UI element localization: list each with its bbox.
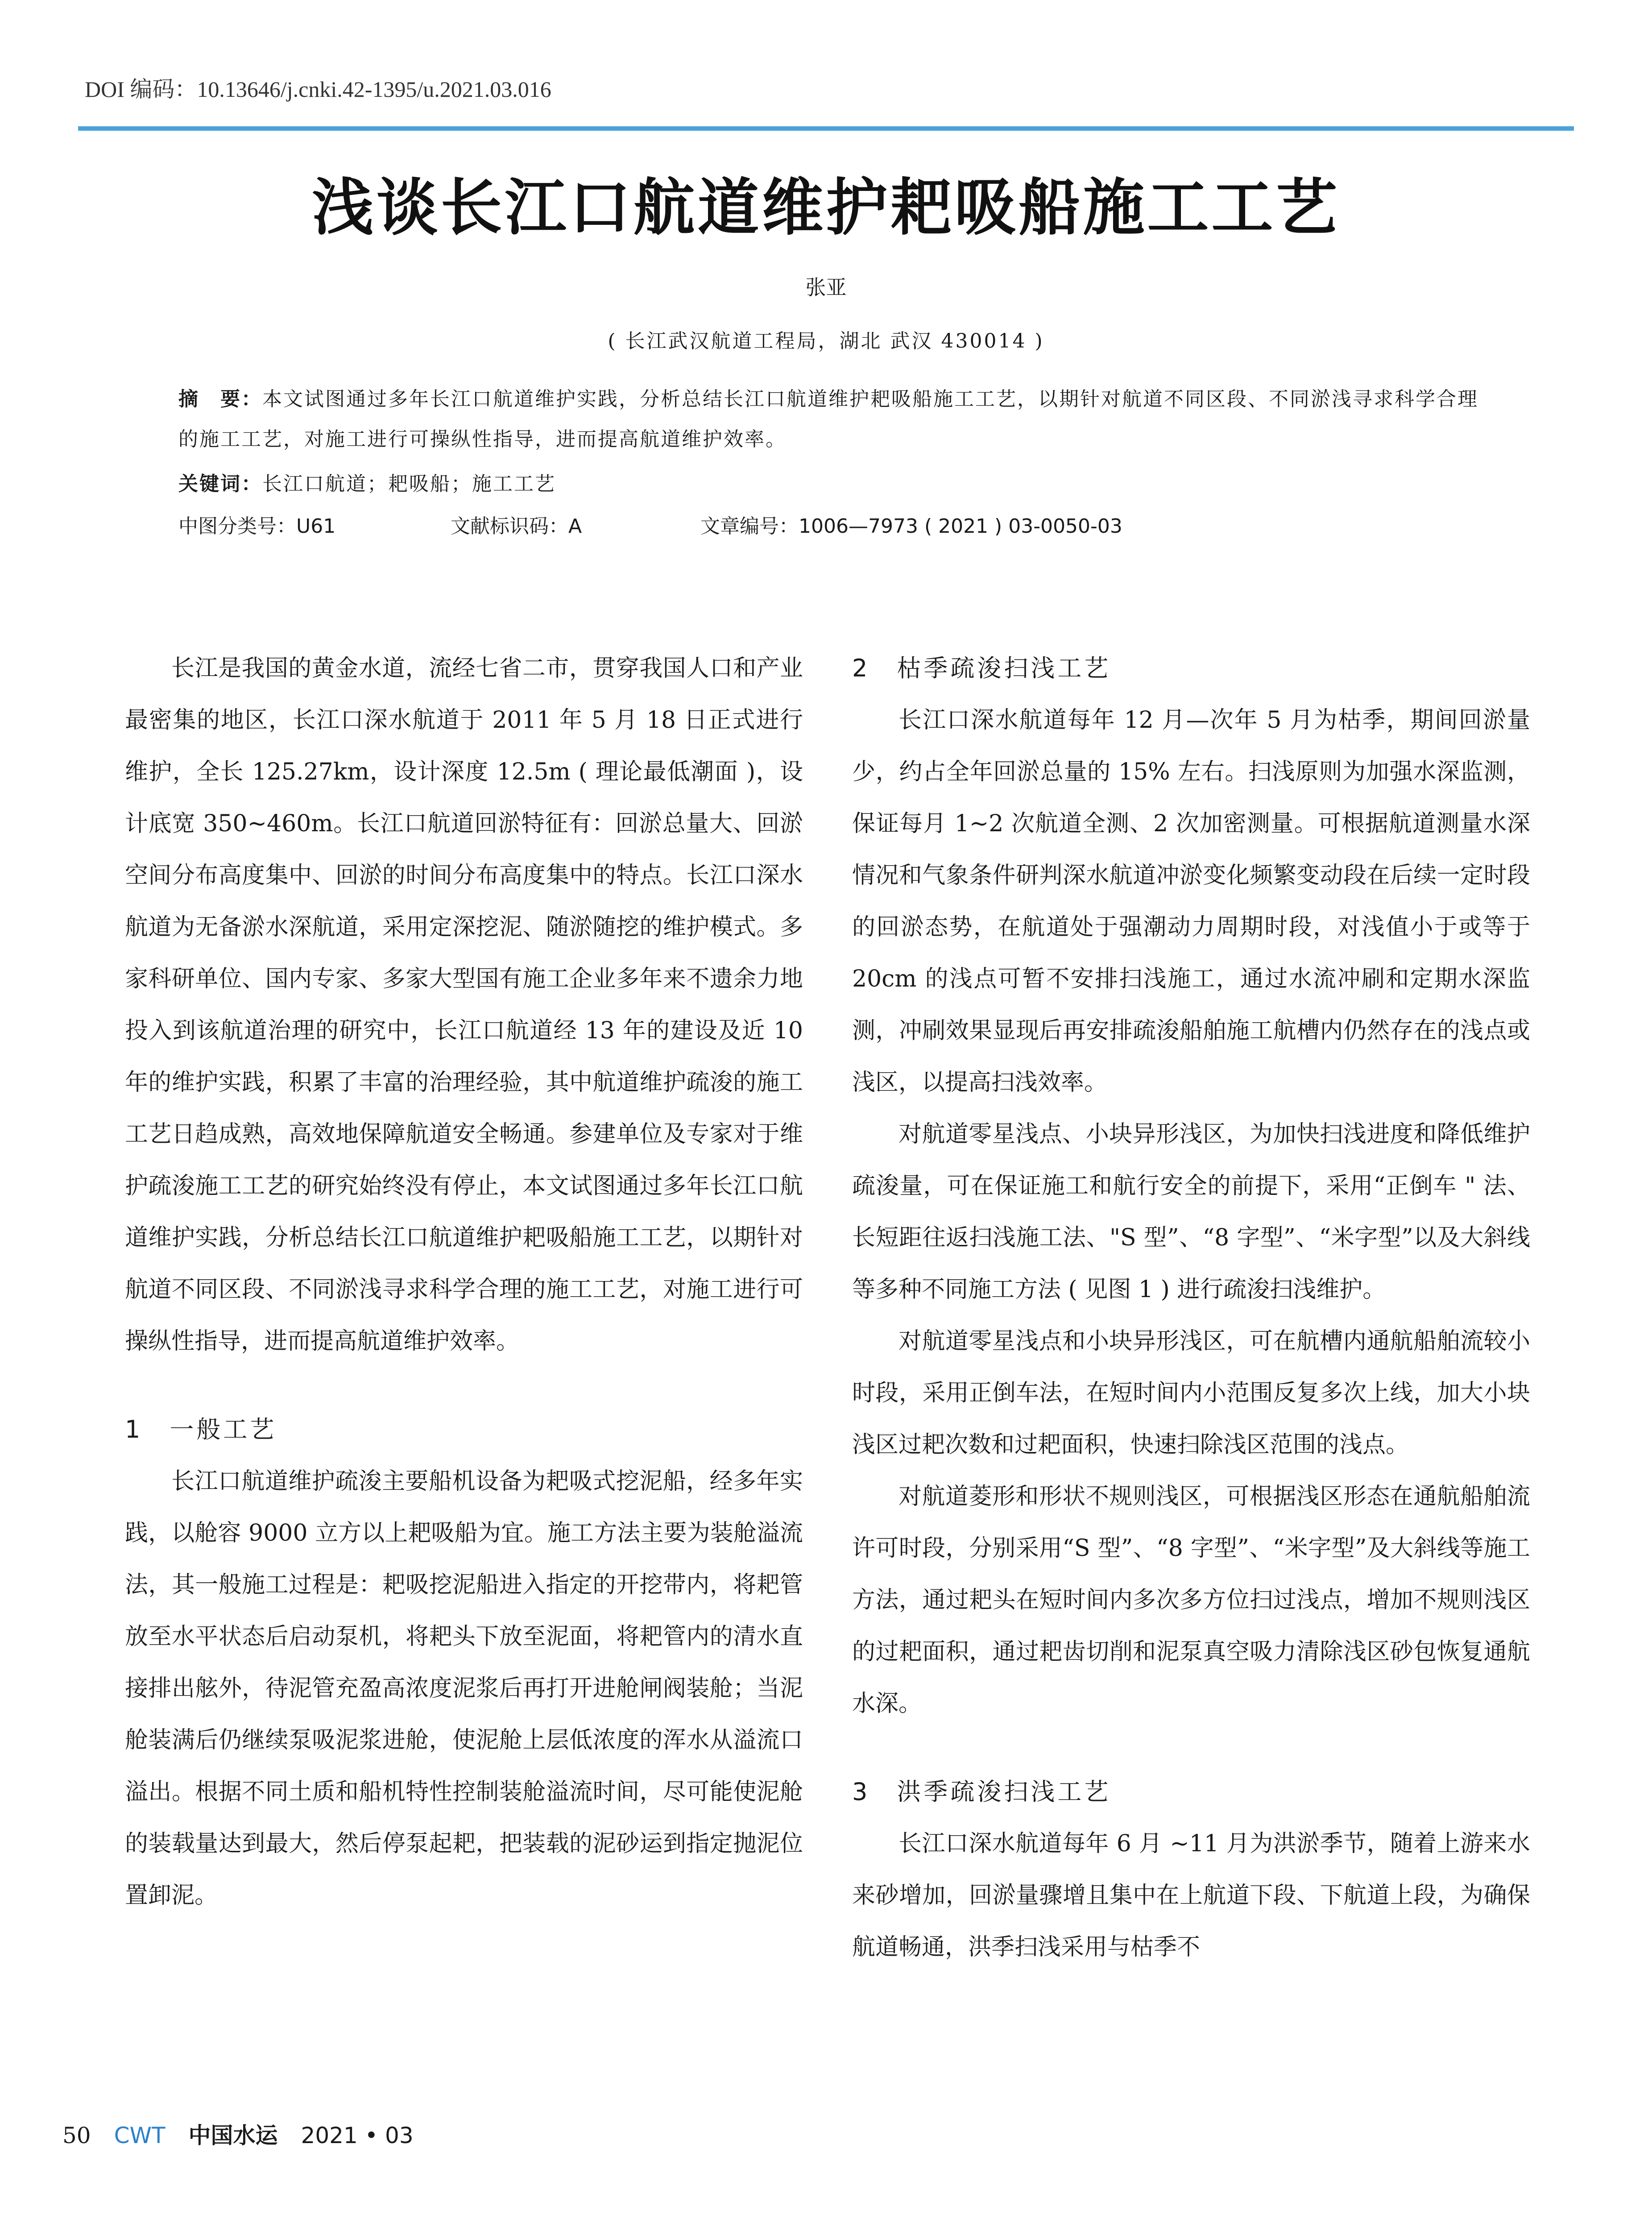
- section-1-heading: 1 一般工艺: [125, 1415, 277, 1443]
- doi-line: DOI 编码：10.13646/j.cnki.42-1395/u.2021.03.016: [85, 77, 551, 102]
- journal-name: 中国水运: [188, 2123, 278, 2148]
- document-code: 文献标识码：A: [451, 515, 582, 538]
- brand-logo-text: CWT: [114, 2123, 166, 2148]
- clc-number: 中图分类号：U61: [178, 515, 336, 538]
- section-3-heading: 3 洪季疏浚扫浅工艺: [852, 1778, 1111, 1806]
- author-name: 张亚: [805, 275, 847, 299]
- right-column: [852, 643, 1530, 1973]
- section-1-paragraph: 长江口航道维护疏浚主要船机设备为耙吸式挖泥船，经多年实践，以舱容 9000 立方以上耙吸船为宜。施工方法主要为装舱溢流法，其一般施工过程是：耙吸挖泥船进入指定的开挖带内，将耙管放至水平状态后启动泵机，将耙头下放至泥面，将耙管内的清水直接排出舷外，待泥管充盈高浓度泥浆后再打开进舱闸阀装舱；当泥舱装满后仍继续泵吸泥浆进舱，使泥舱上层低浓度的浑水从溢流口溢出。根据不同土质和船机特性控制装舱溢流时间，尽可能使泥舱的装载量达到最大，然后停泵起耙，把装载的泥砂运到指定抛泥位置卸泥。: [125, 1468, 803, 1909]
- section-2-paragraph-2: 对航道零星浅点、小块异形浅区，为加快扫浅进度和降低维护疏浚量，可在保证施工和航行安全的前提下，采用“正倒车 " 法、长短距往返扫浅施工法、"S 型”、“8 字型”、“米字型”以及大斜线等多种不同施工方法 ( 见图 1 ) 进行疏浚扫浅维护。: [852, 1121, 1530, 1303]
- section-2-heading: 2 枯季疏浚扫浅工艺: [852, 654, 1111, 682]
- author-affiliation: ( 长江武汉航道工程局，湖北 武汉 430014 ): [608, 330, 1044, 352]
- page-number: 50: [62, 2123, 91, 2148]
- section-3-paragraph-1: 长江口深水航道每年 6 月 ~11 月为洪淤季节，随着上游来水来砂增加，回淤量骤增且集中在上航道下段、下航道上段，为确保航道畅通，洪季扫浅采用与枯季不: [852, 1830, 1530, 1961]
- abstract-label: 摘 要：: [178, 388, 262, 411]
- abstract: [178, 379, 1495, 460]
- journal-issue: 2021 • 03: [301, 2123, 414, 2148]
- abstract-text: 本文试图通过多年长江口航道维护实践，分析总结长江口航道维护耙吸船施工工艺，以期针对航道不同区段、不同淤浅寻求科学合理的施工工艺，对施工进行可操纵性指导，进而提高航道维护效率。: [178, 388, 1478, 451]
- page-footer: [62, 2118, 414, 2150]
- classification-line: [178, 506, 1495, 547]
- article-title: 浅谈长江口航道维护耙吸船施工工艺: [312, 172, 1340, 244]
- header-rule: [78, 126, 1574, 131]
- section-2-paragraph-3: 对航道零星浅点和小块异形浅区，可在航槽内通航船舶流较小时段，采用正倒车法，在短时间内小范围反复多次上线，加大小块浅区过耙次数和过耙面积，快速扫除浅区范围的浅点。: [852, 1328, 1530, 1458]
- section-2-paragraph-1: 长江口深水航道每年 12 月—次年 5 月为枯季，期间回淤量少，约占全年回淤总量的 15% 左右。扫浅原则为加强水深监测，保证每月 1~2 次航道全测、2 次加密测量。可根据航道测量水深情况和气象条件研判深水航道冲淤变化频繁变动段在后续一定时段的回淤态势，在航道处于强潮动力周期时段，对浅值小于或等于 20cm 的浅点可暂不安排扫浅施工，通过水流冲刷和定期水深监测，冲刷效果显现后再安排疏浚船舶施工航槽内仍然存在的浅点或浅区，以提高扫浅效率。: [852, 707, 1530, 1096]
- article-number: 文章编号：1006—7973 ( 2021 ) 03-0050-03: [700, 515, 1122, 538]
- section-2-paragraph-4: 对航道菱形和形状不规则浅区，可根据浅区形态在通航船舶流许可时段，分别采用“S 型”、“8 字型”、“米字型”及大斜线等施工方法，通过耙头在短时间内多次多方位扫过浅点，增加不规则浅区的过耙面积，通过耙齿切削和泥泵真空吸力清除浅区砂包恢复通航水深。: [852, 1483, 1530, 1717]
- keywords: [178, 464, 1495, 504]
- keywords-label: 关键词：: [178, 473, 262, 495]
- left-column: [125, 643, 803, 1921]
- intro-paragraph: 长江是我国的黄金水道，流经七省二市，贯穿我国人口和产业最密集的地区，长江口深水航道于 2011 年 5 月 18 日正式进行维护，全长 125.27km，设计深度 12.5m ( 理论最低潮面 )，设计底宽 350~460m。长江口航道回淤特征有：回淤总量大、回淤空间分布高度集中、回淤的时间分布高度集中的特点。长江口深水航道为无备淤水深航道，采用定深挖泥、随淤随挖的维护模式。多家科研单位、国内专家、多家大型国有施工企业多年来不遗余力地投入到该航道治理的研究中，长江口航道经 13 年的建设及近 10 年的维护实践，积累了丰富的治理经验，其中航道维护疏浚的施工工艺日趋成熟，高效地保障航道安全畅通。参建单位及专家对于维护疏浚施工工艺的研究始终没有停止，本文试图通过多年长江口航道维护实践，分析总结长江口航道维护耙吸船施工工艺，以期针对航道不同区段、不同淤浅寻求科学合理的施工工艺，对施工进行可操纵性指导，进而提高航道维护效率。: [125, 655, 803, 1355]
- keywords-text: 长江口航道；耙吸船；施工工艺: [262, 473, 556, 495]
